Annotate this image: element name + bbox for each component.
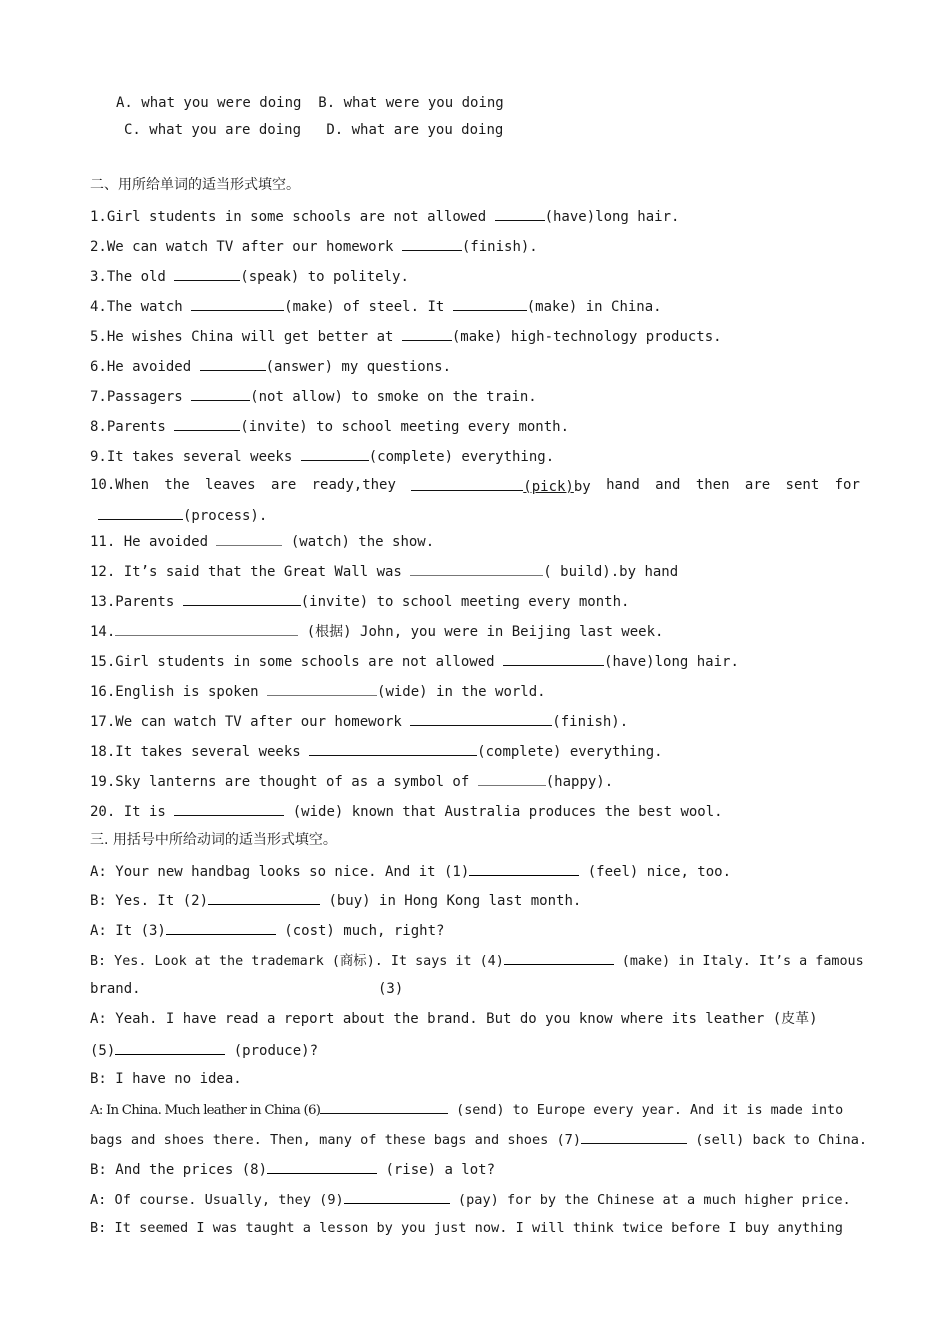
answer-blank[interactable] [469,861,579,876]
answer-blank[interactable] [115,621,298,636]
answer-blank[interactable] [495,206,545,221]
question-16: 16.English is spoken (wide) in the world. [90,681,860,701]
answer-blank[interactable] [410,561,543,576]
answer-blank[interactable] [174,416,240,431]
answer-blank[interactable] [402,236,462,251]
dialogue-line-3: A: It (3) (cost) much, right? [90,920,860,940]
answer-blank[interactable] [267,681,377,696]
dialogue-line-7: (5) (produce)? [90,1040,860,1060]
question-10: 10.When the leaves are ready,they (pick)by hand and then are sent for [90,477,860,495]
question-11: 11. He avoided (watch) the show. [90,531,860,551]
dialogue-line-6: A: Yeah. I have read a report about the brand. But do you know where its leather (皮革) [90,1011,818,1027]
dialogue-line-11: B: And the prices (8) (rise) a lot? [90,1159,860,1179]
answer-blank[interactable] [267,1159,377,1174]
question-9: 9.It takes several weeks (complete) everything. [90,446,860,466]
question-5: 5.He wishes China will get better at (make) high-technology products. [90,326,860,346]
answer-blank[interactable] [174,266,240,281]
dialogue-line-9: A: In China. Much leather in China (6) (send) to Europe every year. And it is made into [90,1099,860,1120]
dialogue-line-4: B: Yes. Look at the trademark (商标). It says it (4) (make) in Italy. It’s a famous [90,950,860,971]
answer-blank[interactable] [191,296,284,311]
question-14: 14. (根据) John, you were in Beijing last week. [90,621,860,641]
answer-blank[interactable] [98,505,183,520]
answer-blank[interactable] [581,1129,687,1144]
option-c: C. what you are doing [124,122,302,138]
option-d: D. what are you doing [326,122,504,138]
question-10-cont: (process). [98,505,868,525]
answer-blank[interactable] [402,326,452,341]
question-1: 1.Girl students in some schools are not allowed (have)long hair. [90,206,860,226]
options-row-ab [116,94,504,112]
dialogue-line-8: B: I have no idea. [90,1071,242,1087]
question-7: 7.Passagers (not allow) to smoke on the train. [90,386,860,406]
question-17: 17.We can watch TV after our homework (finish). [90,711,860,731]
option-a: A. what you were doing [116,95,302,111]
answer-blank[interactable] [200,356,266,371]
dialogue-line-5: brand. (3) [90,981,404,997]
answer-blank[interactable] [410,711,552,726]
answer-blank[interactable] [174,801,284,816]
answer-blank[interactable] [301,446,369,461]
answer-blank[interactable] [503,651,604,666]
answer-blank[interactable] [166,920,276,935]
question-3: 3.The old (speak) to politely. [90,266,860,286]
answer-blank[interactable] [191,386,250,401]
question-4: 4.The watch (make) of steel. It (make) in China. [90,296,860,316]
answer-blank[interactable] [216,531,282,546]
section2-heading: 二、用所给单词的适当形式填空。 [90,177,300,193]
answer-blank[interactable] [504,950,614,965]
question-13: 13.Parents (invite) to school meeting every month. [90,591,860,611]
options-row-cd [124,121,503,139]
dialogue-line-13: B: It seemed I was taught a lesson by you just now. I will think twice before I buy anything [90,1220,843,1236]
question-20: 20. It is (wide) known that Australia produces the best wool. [90,801,860,821]
question-8: 8.Parents (invite) to school meeting every month. [90,416,860,436]
dialogue-line-2: B: Yes. It (2) (buy) in Hong Kong last month. [90,890,860,910]
answer-blank[interactable] [344,1189,450,1204]
dialogue-line-12: A: Of course. Usually, they (9) (pay) for by the Chinese at a much higher price. [90,1189,860,1209]
answer-blank[interactable] [115,1040,225,1055]
question-19: 19.Sky lanterns are thought of as a symbol of (happy). [90,771,860,791]
answer-blank[interactable] [309,741,477,756]
answer-blank[interactable] [411,476,523,491]
answer-blank[interactable] [478,771,546,786]
question-15: 15.Girl students in some schools are not allowed (have)long hair. [90,651,860,671]
section3-heading: 三. 用括号中所给动词的适当形式填空。 [90,832,337,848]
dialogue-line-1: A: Your new handbag looks so nice. And it (1) (feel) nice, too. [90,861,860,881]
option-b: B. what were you doing [318,95,504,111]
question-6: 6.He avoided (answer) my questions. [90,356,860,376]
answer-blank[interactable] [183,591,301,606]
question-12: 12. It’s said that the Great Wall was ( build).by hand [90,561,860,581]
answer-blank[interactable] [208,890,320,905]
answer-blank[interactable] [453,296,527,311]
dialogue-line-10: bags and shoes there. Then, many of these bags and shoes (7) (sell) back to China. [90,1129,860,1149]
question-18: 18.It takes several weeks (complete) everything. [90,741,860,761]
answer-blank[interactable] [320,1099,448,1114]
question-2: 2.We can watch TV after our homework (finish). [90,236,860,256]
